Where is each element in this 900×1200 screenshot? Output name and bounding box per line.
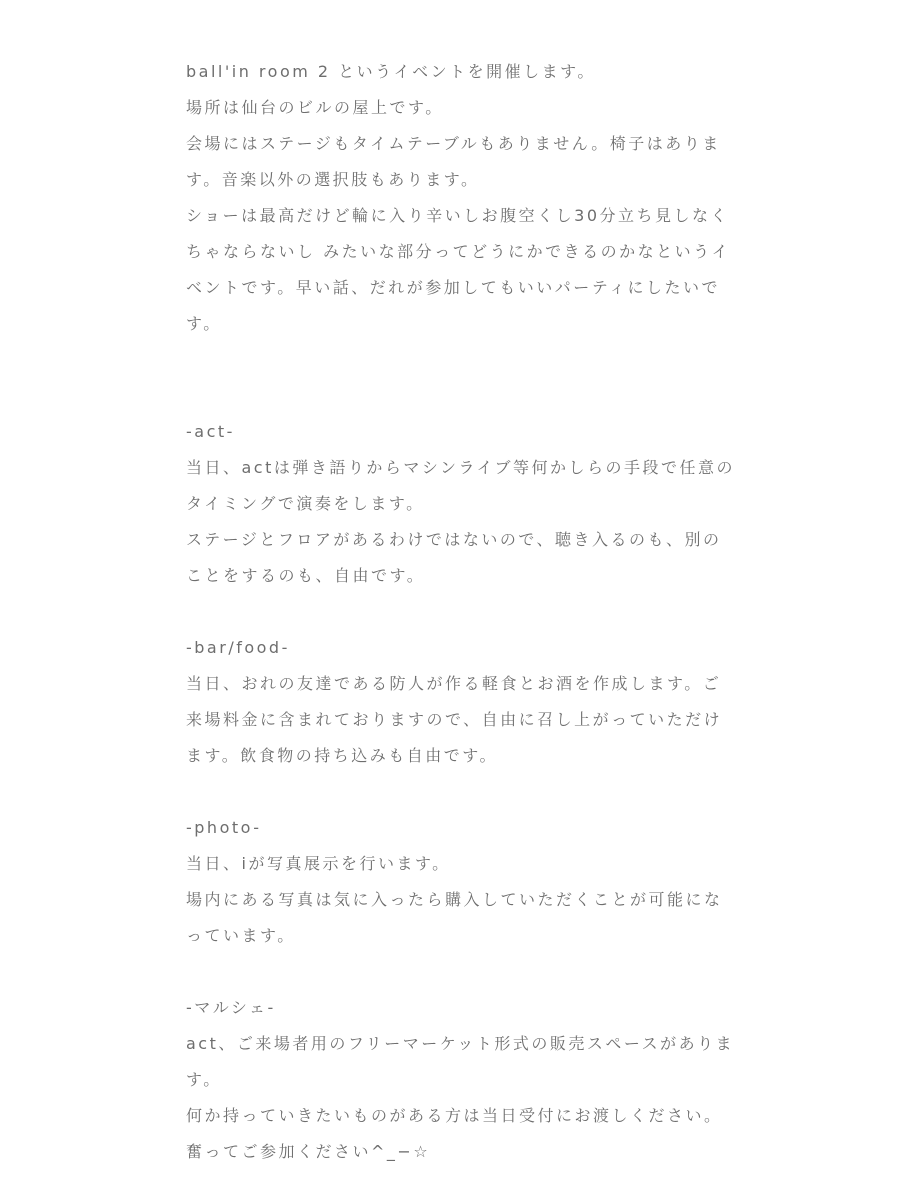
act-line: ステージとフロアがあるわけではないので、聴き入るのも、別の [186, 530, 722, 549]
act-line: 当日、actは弾き語りからマシンライブ等何かしらの手段で任意の [186, 458, 736, 477]
intro-line: 会場にはステージもタイムテーブルもありません。椅子はありま [186, 134, 721, 153]
intro-line: す。音楽以外の選択肢もあります。 [186, 170, 480, 189]
section-spacer [186, 594, 746, 630]
intro-line: す。 [186, 314, 222, 333]
photo-heading: -photo- [186, 818, 262, 837]
photo-line: っています。 [186, 926, 296, 945]
intro-line: 場所は仙台のビルの屋上です。 [186, 98, 444, 117]
act-section [186, 414, 746, 594]
section-spacer [186, 774, 746, 810]
section-spacer [186, 342, 746, 378]
intro-line: ベントです。早い話、だれが参加してもいいパーティにしたいで [186, 278, 720, 297]
bar-food-line: 来場料金に含まれておりますので、自由に召し上がっていただけ [186, 710, 723, 729]
intro-line: ショーは最高だけど輪に入り辛いしお腹空くし30分立ち見しなく [186, 206, 730, 225]
event-document [186, 54, 746, 1170]
bar-food-line: 当日、おれの友達である防人が作る軽食とお酒を作成します。ご [186, 674, 722, 693]
intro-line: ball'in room 2 というイベントを開催します。 [186, 62, 596, 81]
marche-line: 何か持っていきたいものがある方は当日受付にお渡しください。 [186, 1106, 723, 1125]
act-heading: -act- [186, 422, 235, 441]
section-spacer [186, 378, 746, 414]
intro-section [186, 54, 746, 342]
marche-heading: -マルシェ- [186, 998, 276, 1017]
act-line: タイミングで演奏をします。 [186, 494, 425, 513]
photo-line: 場内にある写真は気に入ったら購入していただくことが可能にな [186, 890, 723, 909]
section-spacer [186, 954, 746, 990]
bar-food-heading: -bar/food- [186, 638, 290, 657]
marche-section [186, 990, 746, 1170]
photo-line: 当日、iが写真展示を行います。 [186, 854, 451, 873]
marche-line: act、ご来場者用のフリーマーケット形式の販売スペースがありま [186, 1034, 735, 1053]
marche-line: 奮ってご参加ください^_−☆ [186, 1142, 431, 1161]
intro-line: ちゃならないし みたいな部分ってどうにかできるのかなというイ [186, 242, 731, 261]
bar-food-line: ます。飲食物の持ち込みも自由です。 [186, 746, 498, 765]
marche-line: す。 [186, 1070, 222, 1089]
photo-section [186, 810, 746, 954]
bar-food-section [186, 630, 746, 774]
act-line: ことをするのも、自由です。 [186, 566, 426, 585]
